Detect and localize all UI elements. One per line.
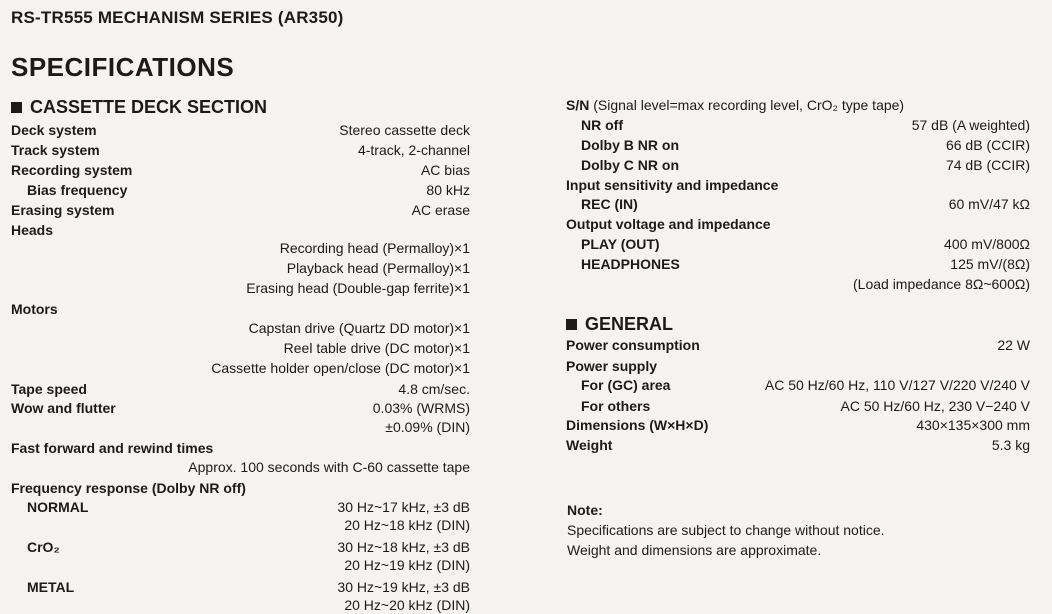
specifications-title: SPECIFICATIONS bbox=[11, 52, 235, 82]
spec-value: AC erase bbox=[411, 202, 470, 218]
spec-value: 4-track, 2-channel bbox=[357, 142, 470, 158]
spec-value: Capstan drive (Quartz DD motor)×1 bbox=[248, 320, 470, 336]
spec-label: Tape speed bbox=[11, 381, 87, 397]
spec-label: NR off bbox=[581, 117, 623, 133]
spec-value: Cassette holder open/close (DC motor)×1 bbox=[211, 360, 470, 376]
spec-value: Playback head (Permalloy)×1 bbox=[286, 260, 470, 276]
spec-label: Heads bbox=[11, 222, 54, 238]
spec-label: Track system bbox=[11, 142, 100, 158]
spec-value: Stereo cassette deck bbox=[339, 122, 470, 138]
spec-label: Recording system bbox=[11, 162, 133, 178]
spec-label: Dolby B NR on bbox=[581, 137, 679, 153]
series-title: RS-TR555 MECHANISM SERIES (AR350) bbox=[11, 8, 344, 27]
spec-value: 5.3 kg bbox=[991, 437, 1030, 453]
note-line: Specifications are subject to change without notice. bbox=[567, 522, 885, 538]
spec-value: AC 50 Hz/60 Hz, 230 V−240 V bbox=[840, 398, 1030, 414]
spec-label: Dimensions (W×H×D) bbox=[566, 417, 709, 433]
spec-label: Power supply bbox=[566, 358, 658, 374]
spec-label: REC (IN) bbox=[581, 196, 638, 212]
sn-label: S/N bbox=[566, 97, 590, 113]
spec-label: Erasing system bbox=[11, 202, 115, 218]
spec-label: For (GC) area bbox=[581, 377, 671, 393]
spec-value: ±0.09% (DIN) bbox=[385, 419, 470, 435]
spec-value: 0.03% (WRMS) bbox=[372, 400, 470, 416]
spec-value: 22 W bbox=[997, 337, 1030, 353]
spec-value: 125 mV/(8Ω) bbox=[950, 256, 1030, 272]
spec-value: 20 Hz~18 kHz (DIN) bbox=[344, 517, 470, 533]
spec-label: Fast forward and rewind times bbox=[11, 440, 214, 456]
sn-header bbox=[566, 96, 904, 114]
spec-value: Erasing head (Double-gap ferrite)×1 bbox=[246, 280, 470, 296]
sn-description: (Signal level=max recording level, CrO₂ type tape) bbox=[589, 97, 905, 113]
spec-label: HEADPHONES bbox=[581, 256, 680, 272]
spec-value: 30 Hz~17 kHz, ±3 dB bbox=[337, 499, 470, 515]
spec-value: 430×135×300 mm bbox=[916, 417, 1030, 433]
spec-label: Frequency response (Dolby NR off) bbox=[11, 480, 246, 496]
cassette-heading-text: CASSETTE DECK SECTION bbox=[30, 97, 268, 117]
spec-label: Power consumption bbox=[566, 337, 700, 353]
spec-value: 60 mV/47 kΩ bbox=[948, 196, 1030, 212]
general-section-heading bbox=[566, 314, 673, 335]
general-heading-text: GENERAL bbox=[585, 314, 674, 334]
spec-value: 20 Hz~19 kHz (DIN) bbox=[344, 557, 470, 573]
spec-value: Recording head (Permalloy)×1 bbox=[279, 240, 470, 256]
note-line: Weight and dimensions are approximate. bbox=[567, 542, 822, 558]
spec-value: AC bias bbox=[420, 162, 470, 178]
spec-value: Approx. 100 seconds with C-60 cassette tape bbox=[188, 459, 470, 475]
spec-label: Weight bbox=[566, 437, 613, 453]
spec-value: Reel table drive (DC motor)×1 bbox=[283, 340, 470, 356]
spec-label: Wow and flutter bbox=[11, 400, 116, 416]
cassette-section-heading bbox=[11, 97, 267, 118]
spec-value: 66 dB (CCIR) bbox=[945, 137, 1030, 153]
spec-label: Dolby C NR on bbox=[581, 157, 679, 173]
spec-value: 20 Hz~20 kHz (DIN) bbox=[344, 597, 470, 613]
spec-label: Motors bbox=[11, 301, 58, 317]
spec-value: 57 dB (A weighted) bbox=[911, 117, 1030, 133]
spec-value: AC 50 Hz/60 Hz, 110 V/127 V/220 V/240 V bbox=[764, 377, 1030, 393]
spec-label: CrO₂ bbox=[27, 539, 60, 555]
spec-value: 4.8 cm/sec. bbox=[398, 381, 470, 397]
spec-value: 30 Hz~18 kHz, ±3 dB bbox=[337, 539, 470, 555]
spec-value: 80 kHz bbox=[426, 182, 470, 198]
spec-label: Output voltage and impedance bbox=[566, 216, 771, 232]
spec-value: 30 Hz~19 kHz, ±3 dB bbox=[337, 579, 470, 595]
spec-label: Input sensitivity and impedance bbox=[566, 177, 779, 193]
spec-label: For others bbox=[581, 398, 651, 414]
spec-value: 400 mV/800Ω bbox=[944, 236, 1030, 252]
spec-label: Bias frequency bbox=[27, 182, 128, 198]
spec-value: (Load impedance 8Ω~600Ω) bbox=[853, 276, 1030, 292]
spec-label: Deck system bbox=[11, 122, 97, 138]
note-title: Note: bbox=[567, 502, 603, 518]
spec-label: PLAY (OUT) bbox=[581, 236, 660, 252]
square-bullet-icon bbox=[566, 319, 577, 330]
spec-label: NORMAL bbox=[27, 499, 89, 515]
spec-label: METAL bbox=[27, 579, 75, 595]
square-bullet-icon bbox=[11, 102, 22, 113]
spec-value: 74 dB (CCIR) bbox=[945, 157, 1030, 173]
